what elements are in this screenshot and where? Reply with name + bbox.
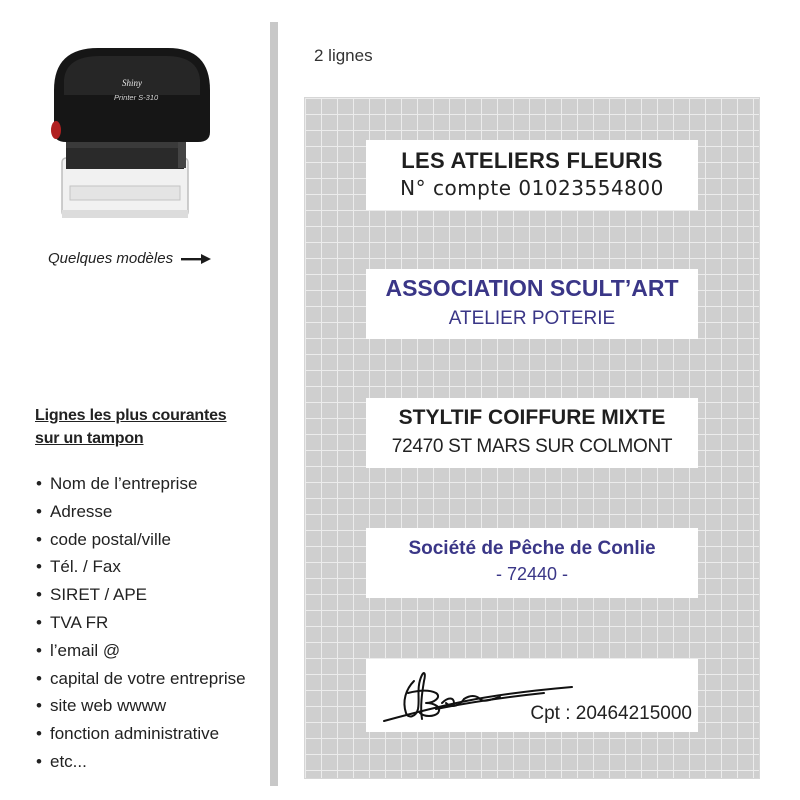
stamp-model: Printer S-310	[114, 93, 159, 102]
list-title	[35, 404, 227, 450]
list-item: • Adresse	[36, 501, 113, 521]
list-item: • SIRET / APE	[36, 585, 148, 605]
list-item: • site web wwww	[36, 696, 167, 716]
column-divider	[270, 22, 278, 786]
list-title-line1: Lignes les plus courantes	[35, 407, 227, 424]
list-item: • Nom de l’entreprise	[36, 474, 198, 493]
list-item: • code postal/ville	[36, 529, 171, 549]
line-count-label: 2 lignes	[314, 46, 373, 65]
list-item: • etc...	[36, 751, 87, 771]
example-line-2: N° compte 01023554800	[400, 176, 664, 200]
example-line-1: LES ATELIERS FLEURIS	[401, 148, 663, 173]
example-line-2: 72470 ST MARS SUR COLMONT	[391, 436, 673, 457]
list-item: • capital de votre entreprise	[36, 668, 246, 688]
stamp-example-1	[366, 140, 698, 210]
list-title-line2: sur un tampon	[35, 430, 144, 447]
stamp-illustration	[48, 40, 216, 220]
list-item: • fonction administrative	[36, 724, 220, 744]
account-number: Cpt : 20464215000	[530, 703, 692, 724]
arrow-right-icon	[181, 254, 211, 264]
models-caption	[48, 250, 211, 267]
example-line-2: - 72440 -	[495, 564, 569, 584]
stamp-example-5	[366, 659, 698, 732]
example-line-1: ASSOCIATION SCULT’ART	[385, 275, 679, 301]
stamp-example-3	[366, 398, 698, 468]
example-line-1: STYLTIF COIFFURE MIXTE	[398, 406, 666, 429]
example-line-1: Société de Pêche de Conlie	[408, 538, 656, 559]
common-lines-list	[36, 470, 246, 776]
stamp-example-2	[366, 269, 698, 339]
caption-text: Quelques modèles	[48, 250, 174, 267]
example-line-2: ATELIER POTERIE	[448, 308, 616, 329]
stamp-example-4	[366, 528, 698, 598]
list-item: • l’email @	[36, 640, 121, 660]
stamp-brand: Shiny	[122, 78, 142, 88]
list-item: • TVA FR	[36, 612, 109, 632]
list-item: • Tél. / Fax	[36, 557, 121, 577]
